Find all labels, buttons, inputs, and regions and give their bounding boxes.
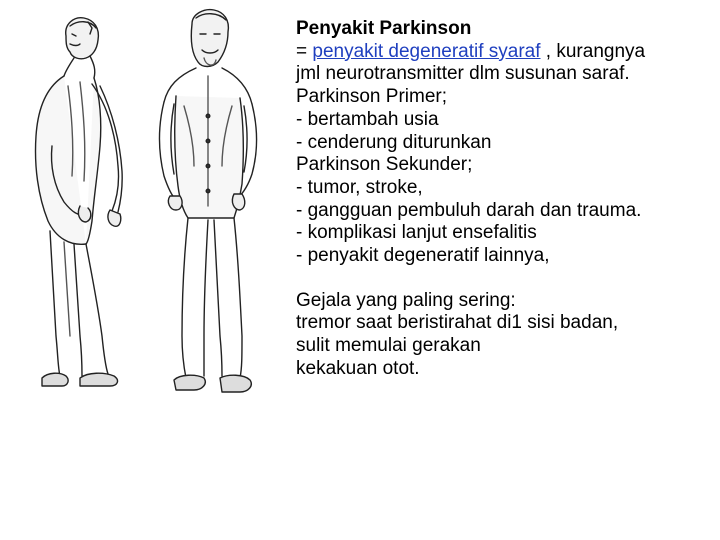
symptom-item: kekakuan otot. — [296, 357, 420, 379]
symptom-item: tremor saat beristirahat di1 sisi badan, — [296, 312, 619, 334]
secondary-item: - komplikasi lanjut ensefalitis — [296, 222, 537, 244]
symptom-item: sulit memulai gerakan — [296, 335, 481, 357]
definition-suffix: , kurangnya — [540, 40, 646, 62]
slide-text — [296, 18, 711, 381]
definition-prefix: = — [296, 40, 313, 62]
figure-right — [160, 10, 257, 392]
slide-title: Penyakit Parkinson — [296, 18, 472, 39]
primary-heading: Parkinson Primer; — [296, 86, 447, 108]
secondary-item: - tumor, stroke, — [296, 176, 423, 198]
secondary-item: - gangguan pembuluh darah dan trauma. — [296, 199, 642, 221]
definition-line-2: jml neurotransmitter dlm susunan saraf. — [296, 63, 630, 85]
secondary-item: - penyakit degeneratif lainnya, — [296, 245, 550, 267]
paragraph-gap — [296, 268, 711, 290]
figure-left — [36, 18, 123, 386]
primary-item: - bertambah usia — [296, 108, 439, 130]
parkinson-patients-illustration — [8, 6, 280, 406]
definition-line — [296, 41, 711, 64]
secondary-heading: Parkinson Sekunder; — [296, 154, 473, 176]
primary-item: - cenderung diturunkan — [296, 131, 492, 153]
symptoms-heading: Gejala yang paling sering: — [296, 289, 516, 311]
definition-link[interactable]: penyakit degeneratif syaraf — [312, 40, 541, 62]
